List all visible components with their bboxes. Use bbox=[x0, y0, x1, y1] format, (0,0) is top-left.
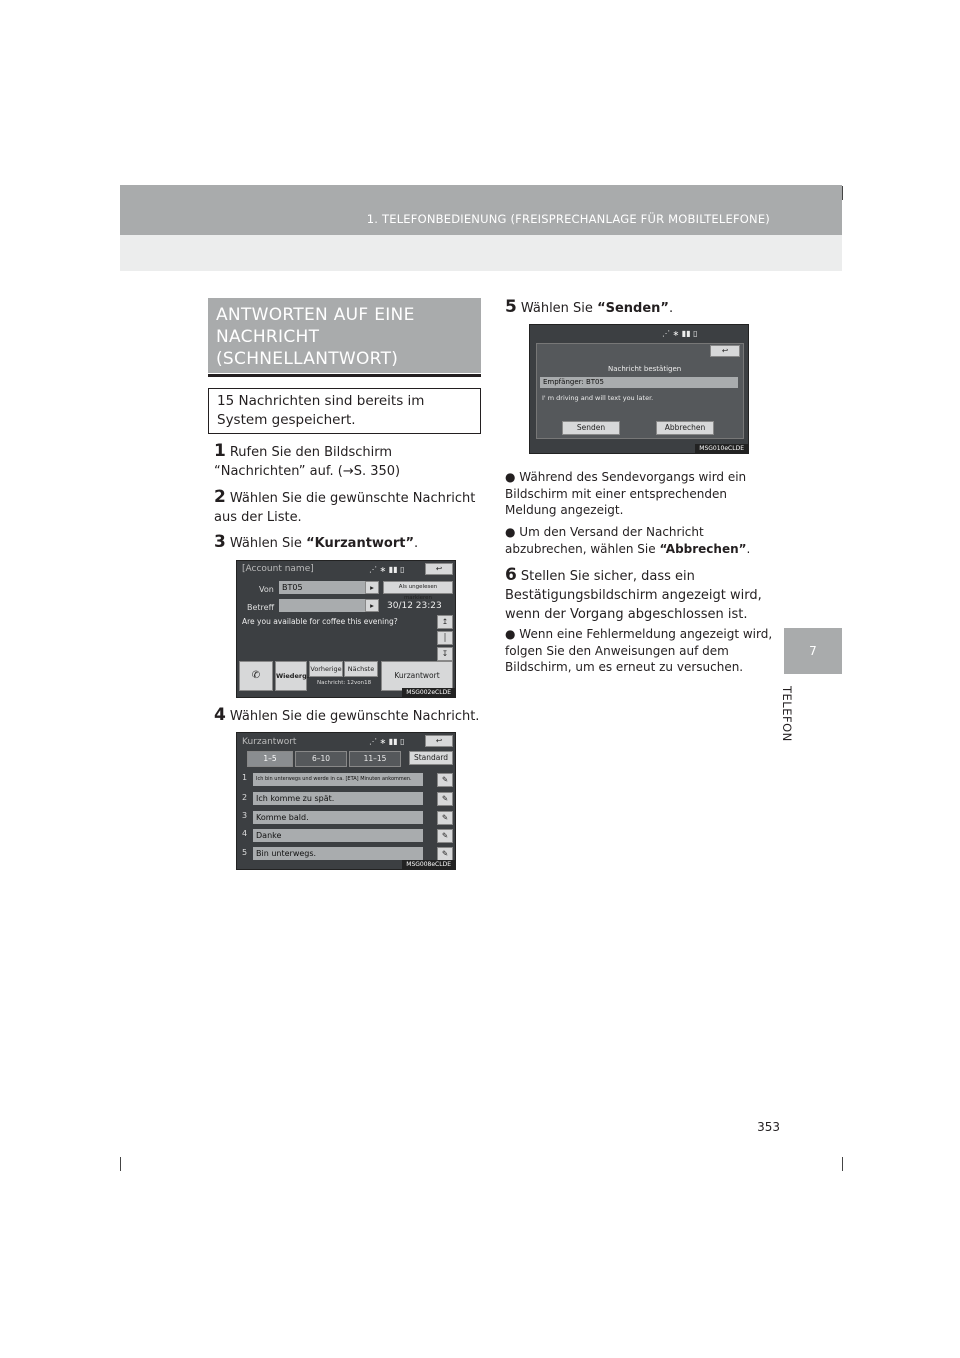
screen-code: MSG002eCLDE bbox=[402, 688, 455, 697]
section-divider bbox=[208, 374, 481, 377]
screen-code: MSG010eCLDE bbox=[695, 444, 748, 453]
step-4: 4 Wählen Sie die gewünschte Nachricht. bbox=[214, 705, 480, 725]
back-button[interactable]: ↩ bbox=[425, 563, 453, 575]
chapter-tab-number: 7 bbox=[784, 628, 842, 674]
edit-icon[interactable]: ✎ bbox=[437, 792, 453, 806]
confirm-message-screen bbox=[529, 324, 749, 454]
message-text: Are you available for coffee this evening? bbox=[242, 617, 398, 626]
contact-button[interactable]: ▸ bbox=[365, 581, 379, 594]
cancel-button[interactable]: Abbrechen bbox=[656, 421, 714, 435]
step-1: 1 Rufen Sie den Bildschirm “Nachrichten” auf. (→S. 350) bbox=[214, 441, 401, 479]
recipient-field: Empfänger: BT05 bbox=[540, 377, 738, 388]
row-number: 1 bbox=[242, 773, 248, 782]
header-band bbox=[120, 185, 842, 235]
account-name-title: [Account name] bbox=[242, 564, 314, 574]
scroll-down-button[interactable]: ↧ bbox=[437, 647, 453, 661]
confirm-message-text: I' m driving and will text you later. bbox=[542, 394, 654, 402]
reply-option[interactable]: Danke bbox=[253, 829, 423, 842]
back-button[interactable]: ↩ bbox=[425, 735, 453, 747]
edit-icon[interactable]: ✎ bbox=[437, 847, 453, 861]
next-button[interactable]: Nächste bbox=[344, 661, 378, 677]
bullet-cancel: ● Um den Versand der Nachricht abzubrechen, wählen Sie “Abbrechen”. bbox=[505, 525, 751, 556]
bullet-sending: ● Während des Sendevorgangs wird ein Bildschirm mit einer entsprechenden Meldung angezeigt. bbox=[505, 470, 747, 517]
subject-button[interactable]: ▸ bbox=[365, 599, 379, 612]
section-note: 15 Nachrichten sind bereits im System gespeichert. bbox=[208, 388, 481, 434]
step-5: 5 Wählen Sie “Senden”. bbox=[505, 297, 674, 317]
mark-unread-button[interactable]: Als ungelesen markieren bbox=[383, 581, 453, 594]
reply-option[interactable]: Bin unterwegs. bbox=[253, 847, 423, 860]
chapter-tab-label: TELEFON bbox=[780, 686, 794, 742]
step-3: 3 Wählen Sie “Kurzantwort”. bbox=[214, 532, 419, 552]
previous-button[interactable]: Vorherige bbox=[309, 661, 343, 677]
dialog-title: Nachricht bestätigen bbox=[608, 365, 682, 373]
bullet-error: ● Wenn eine Fehlermeldung angezeigt wird, folgen Sie den Anweisungen auf dem Bildschirm, um es erneut zu versuchen. bbox=[505, 627, 773, 674]
tab-6-10[interactable]: 6–10 bbox=[295, 751, 347, 767]
status-icons: ⋰ ∗ ▮▮ ▯ bbox=[369, 565, 405, 574]
edit-icon[interactable]: ✎ bbox=[437, 811, 453, 825]
reply-option[interactable]: Komme bald. bbox=[253, 811, 423, 824]
default-button[interactable]: Standard bbox=[409, 751, 453, 765]
quick-reply-button[interactable]: Kurzantwort bbox=[381, 661, 453, 691]
screen-code: MSG008eCLDE bbox=[402, 860, 455, 869]
subject-field bbox=[279, 599, 379, 612]
quick-reply-screen bbox=[236, 732, 456, 870]
crop-mark bbox=[120, 1157, 121, 1171]
message-counter: Nachricht: 12von18 bbox=[317, 680, 372, 686]
message-datetime: 30/12 23:23 bbox=[387, 601, 442, 611]
repeat-button[interactable]: Wiederg. bbox=[275, 661, 307, 691]
scroll-handle[interactable]: │ bbox=[437, 631, 453, 645]
from-label: Von bbox=[259, 585, 274, 594]
subject-label: Betreff bbox=[247, 603, 275, 612]
row-number: 3 bbox=[242, 811, 248, 820]
edit-icon[interactable]: ✎ bbox=[437, 829, 453, 843]
message-detail-screen bbox=[236, 560, 456, 698]
quick-reply-title: Kurzantwort bbox=[242, 737, 297, 747]
reply-option[interactable]: Ich bin unterwegs und werde in ca. [ETA] Minuten ankommen. bbox=[253, 773, 423, 786]
step-6: 6 Stellen Sie sicher, dass ein Bestätigungsbildschirm angezeigt wird, wenn der Vorgang abgeschlossen ist. bbox=[505, 565, 762, 622]
from-field: BT05 bbox=[279, 581, 379, 594]
scroll-up-button[interactable]: ↥ bbox=[437, 615, 453, 629]
row-number: 5 bbox=[242, 848, 248, 857]
section-heading: ANTWORTEN AUF EINE NACHRICHT (SCHNELLANTWORT) bbox=[208, 298, 481, 373]
status-icons: ⋰ ∗ ▮▮ ▯ bbox=[369, 737, 405, 746]
row-number: 2 bbox=[242, 793, 248, 802]
page-number: 353 bbox=[757, 1120, 780, 1134]
row-number: 4 bbox=[242, 829, 248, 838]
crop-mark bbox=[842, 186, 843, 200]
crop-mark bbox=[842, 1157, 843, 1171]
status-icons: ⋰ ∗ ▮▮ ▯ bbox=[662, 329, 698, 338]
back-button[interactable]: ↩ bbox=[710, 345, 740, 357]
send-button[interactable]: Senden bbox=[562, 421, 620, 435]
header-title: 1. TELEFONBEDIENUNG (FREISPRECHANLAGE FÜR MOBILTELEFONE) bbox=[366, 212, 770, 226]
reply-option[interactable]: Ich komme zu spät. bbox=[253, 792, 423, 805]
edit-icon[interactable]: ✎ bbox=[437, 773, 453, 787]
call-button[interactable]: ✆ bbox=[239, 661, 273, 691]
tab-11-15[interactable]: 11–15 bbox=[349, 751, 401, 767]
tab-1-5[interactable]: 1–5 bbox=[247, 751, 293, 767]
step-2: 2 Wählen Sie die gewünschte Nachricht aus der Liste. bbox=[214, 487, 476, 525]
